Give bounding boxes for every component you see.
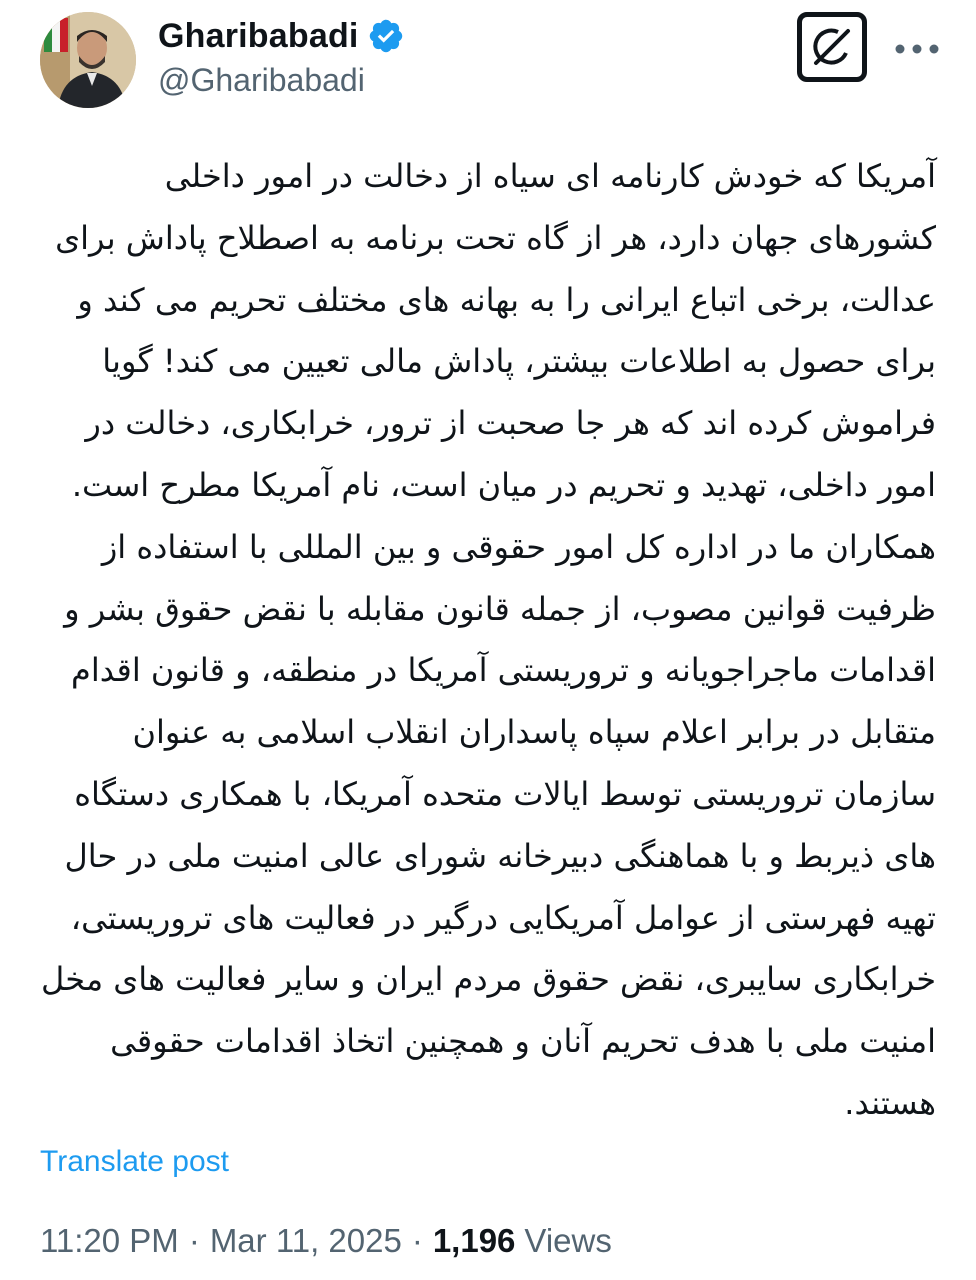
author-handle[interactable]: @Gharibabadi: [158, 62, 365, 98]
author-display-name[interactable]: Gharibabadi: [158, 16, 359, 55]
more-horizontal-icon: [894, 43, 940, 55]
avatar[interactable]: [40, 12, 136, 108]
tweet-date[interactable]: Mar 11, 2025: [209, 1222, 402, 1259]
views-label: Views: [524, 1222, 612, 1259]
tweet-paragraph-2: همکاران ما در اداره کل امور حقوقی و بین المللی با استفاده از ظرفیت قوانین مصوب، از جمله قانون مقابله با نقض حقوق بشر و اقدامات ماجراجویانه و تروریستی آمریکا در منطقه، و قانون اقدام متقابل در برابر اعلام سپاه پاسداران انقلاب اسلامی به عنوان سازمان تروریستی توسط ایالات متحده آمریکا، با همکاری دستگاه های ذیربط و با هماهنگی دبیرخانه شورای عالی امنیت ملی در حال تهیه فهرستی از عوامل آمریکایی درگیر در فعالیت های تروریستی، خرابکاری سایبری، نقض حقوق مردم ایران و سایر فعالیت های مخل امنیت ملی با هدف تحریم آنان و همچنین اتخاذ اقدامات حقوقی هستند.: [41, 527, 936, 1122]
more-options-button[interactable]: [892, 34, 942, 64]
verified-badge-icon: [367, 17, 405, 55]
translate-post-link[interactable]: Translate post: [40, 1145, 229, 1178]
meta-separator: ·: [411, 1222, 423, 1259]
grok-icon: [808, 23, 856, 71]
tweet-meta: [40, 1222, 612, 1260]
author-name-row[interactable]: [158, 14, 405, 58]
tweet-time[interactable]: 11:20 PM: [40, 1222, 179, 1259]
views-count[interactable]: 1,196: [432, 1222, 516, 1259]
tweet-paragraph-1: آمریکا که خودش کارنامه ای سیاه از دخالت در امور داخلی کشورهای جهان دارد، هر از گاه تحت برنامه به اصطلاح پاداش برای عدالت، برخی اتباع ایرانی را به بهانه های مختلف تحریم می کند و برای حصول به اطلاعات بیشتر، پاداش مالی تعیین می کند! گویا فراموش کرده اند که هر جا صحبت از ترور، خرابکاری، دخالت در امور داخلی، تهدید و تحریم در میان است، نام آمریکا مطرح است.: [55, 157, 936, 504]
meta-separator: ·: [188, 1222, 200, 1259]
grok-button[interactable]: [797, 12, 867, 82]
avatar-photo: [40, 12, 136, 108]
tweet-text: [38, 146, 936, 1135]
